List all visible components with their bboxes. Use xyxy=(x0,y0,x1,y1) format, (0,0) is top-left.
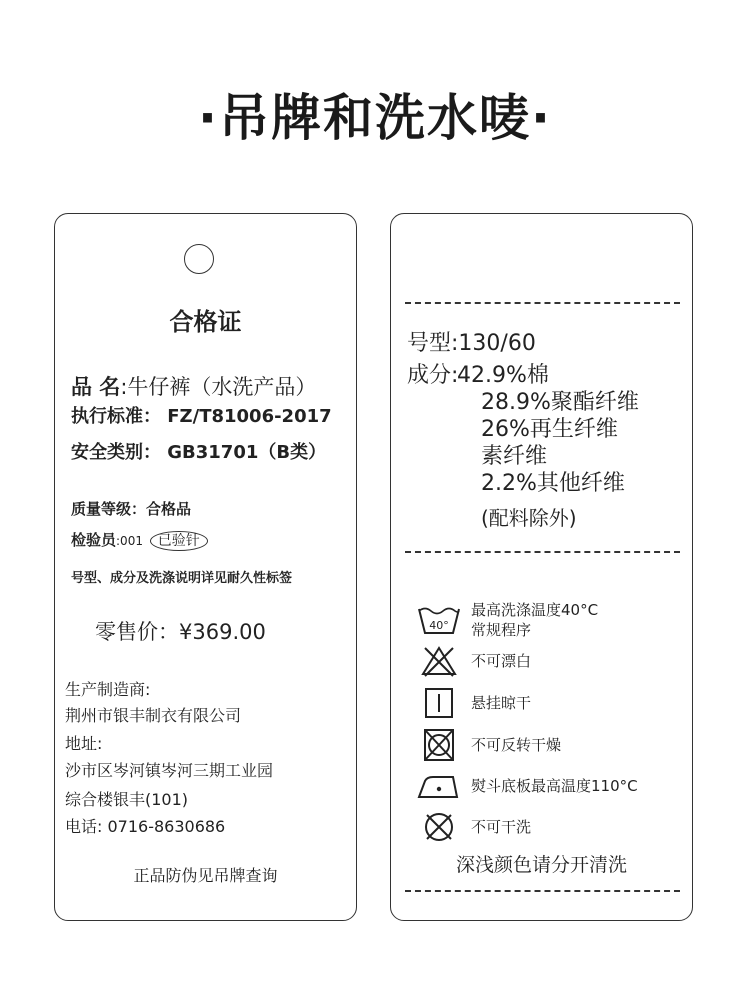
separate-colors-note: 深浅颜色请分开清洗 xyxy=(455,854,627,876)
divider xyxy=(405,551,680,553)
care-text: 不可漂白 xyxy=(471,652,532,670)
care-instruction xyxy=(415,600,598,640)
product-name-value: :牛仔裤（水洗产品） xyxy=(120,375,317,399)
page-title: ·吊牌和洗水唛· xyxy=(198,89,552,147)
safety-category: 安全类别： GB31701（B类） xyxy=(71,442,327,463)
composition-line: 26%再生纤维 xyxy=(481,417,618,442)
composition-label: 成分: xyxy=(407,363,459,388)
product-name xyxy=(71,371,316,401)
care-text: 熨斗底板最高温度110°C xyxy=(471,777,638,795)
phone: 电话: 0716-8630686 xyxy=(65,817,226,836)
care-instruction xyxy=(415,769,638,803)
no-tumble-dry-icon xyxy=(415,728,463,762)
hang-dry-icon xyxy=(415,686,463,720)
address-line-1: 沙市区岑河镇岑河三期工业园 xyxy=(65,761,274,780)
size: 号型:130/60 xyxy=(407,331,536,356)
inspector xyxy=(71,529,208,551)
iron-110-icon xyxy=(415,769,463,803)
composition-line: 素纤维 xyxy=(481,444,548,469)
address-line-2: 综合楼银丰(101) xyxy=(65,790,189,809)
hang-tag xyxy=(54,213,357,921)
address-label: 地址: xyxy=(65,734,103,753)
inspector-label: 检验员 xyxy=(71,531,117,549)
manufacturer-value: 荆州市银丰制衣有限公司 xyxy=(65,706,242,725)
manufacturer-label: 生产制造商: xyxy=(65,680,151,699)
care-text: 最高洗涤温度40°C xyxy=(471,601,599,619)
durable-label-note: 号型、成分及洗涤说明详见耐久性标签 xyxy=(71,571,293,586)
wash-40-icon xyxy=(415,603,463,637)
composition-line: 42.9%棉 xyxy=(457,363,549,388)
standard: 执行标准： FZ/T81006-2017 xyxy=(71,406,332,427)
tag-hole xyxy=(184,244,214,274)
certificate-title: 合格证 xyxy=(169,308,242,336)
composition-line: 28.9%聚酯纤维 xyxy=(481,390,639,415)
svg-text:40°: 40° xyxy=(429,619,449,632)
no-dry-clean-icon xyxy=(415,810,463,844)
anti-counterfeit-note: 正品防伪见吊牌查询 xyxy=(133,866,278,885)
inspection-stamp: 已验针 xyxy=(150,531,208,551)
care-text: 常规程序 xyxy=(471,621,532,639)
divider xyxy=(405,302,680,304)
care-instruction xyxy=(415,644,531,678)
care-instruction xyxy=(415,686,531,720)
care-text: 不可干洗 xyxy=(471,818,532,836)
care-instruction xyxy=(415,810,531,844)
care-text: 不可反转干燥 xyxy=(471,736,562,754)
product-name-label: 品 名 xyxy=(71,375,121,399)
no-bleach-icon xyxy=(415,644,463,678)
wash-label xyxy=(390,213,693,921)
composition-exclusion: (配料除外) xyxy=(481,506,577,530)
divider xyxy=(405,890,680,892)
composition-line: 2.2%其他纤维 xyxy=(481,471,625,496)
care-instruction xyxy=(415,728,561,762)
care-text: 悬挂晾干 xyxy=(471,694,532,712)
quality-grade: 质量等级：合格品 xyxy=(71,500,192,518)
retail-price: 零售价：¥369.00 xyxy=(95,620,266,644)
inspector-code: :001 xyxy=(116,534,143,548)
